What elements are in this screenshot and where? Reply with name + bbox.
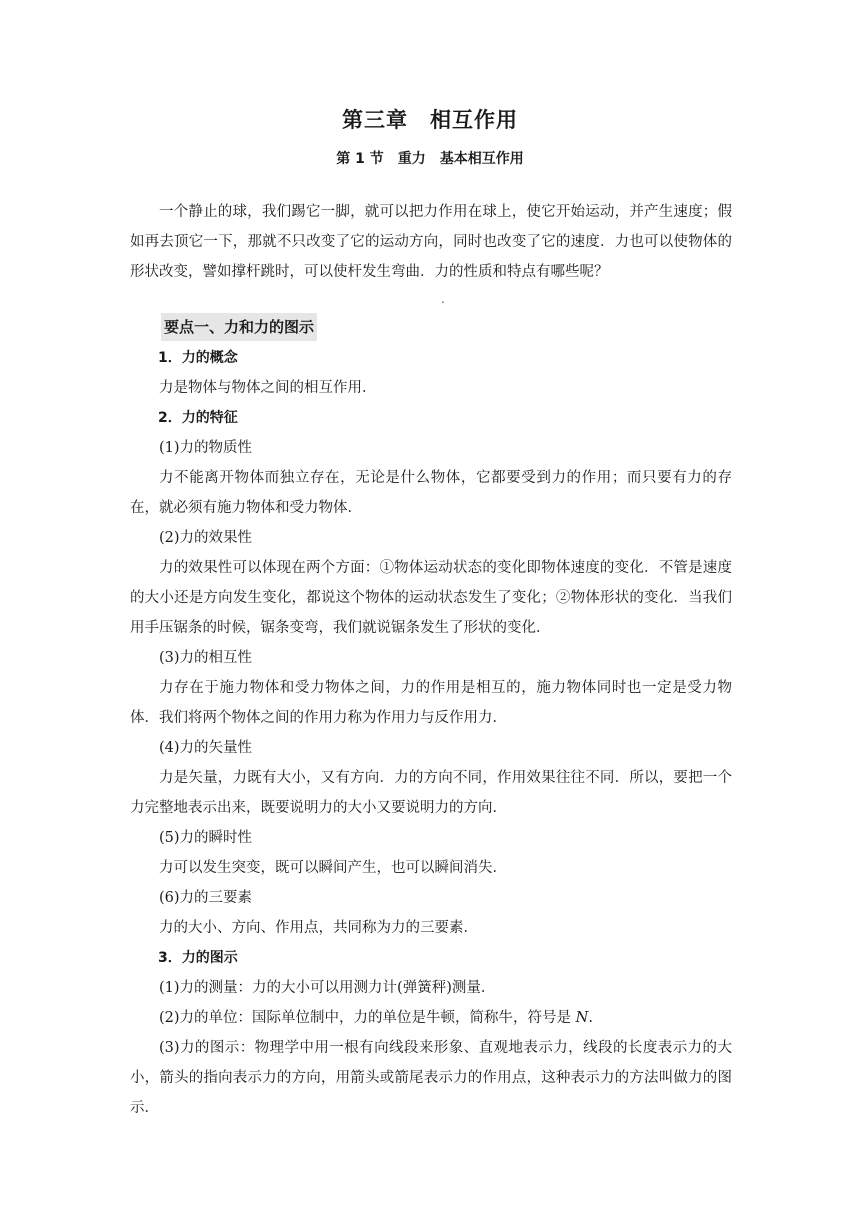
- item-2-heading: 2．力的特征: [158, 410, 238, 426]
- paragraph-mutual: 力存在于施力物体和受力物体之间，力的作用是相互的，施力物体同时也一定是受力物体．我们将两个物体之间的作用力称为作用力与反作用力．: [130, 680, 732, 726]
- subheading-effect: (2)力的效果性: [159, 530, 253, 546]
- paragraph-effect: 力的效果性可以体现在两个方面：①物体运动状态的变化即物体速度的变化．不管是速度的大小还是方向发生变化，都说这个物体的运动状态发生了变化；②物体形状的变化．当我们用手压锯条的时候，锯条变弯，我们就说锯条发生了形状的变化．: [130, 560, 732, 636]
- subheading-three-elements: (6)力的三要素: [159, 890, 253, 906]
- key-point-heading: 要点一、力和力的图示: [161, 313, 317, 341]
- intro-paragraph: 一个静止的球，我们踢它一脚，就可以把力作用在球上，使它开始运动，并产生速度；假如再去顶它一下，那就不只改变了它的运动方向，同时也改变了它的速度．力也可以使物体的形状改变，譬如撑杆跳时，可以使杆发生弯曲．力的性质和特点有哪些呢？: [130, 204, 732, 280]
- item-1-text: 力是物体与物体之间的相互作用．: [159, 380, 377, 396]
- chapter-title: 第三章 相互作用: [342, 108, 518, 132]
- paragraph-material: 力不能离开物体而独立存在，无论是什么物体，它都要受到力的作用；而只要有力的存在，就必须有施力物体和受力物体．: [130, 470, 732, 516]
- paragraph-vector: 力是矢量，力既有大小，又有方向．力的方向不同，作用效果往往不同．所以，要把一个力完整地表示出来，既要说明力的大小又要说明力的方向．: [130, 770, 732, 816]
- paragraph-measure: (1)力的测量：力的大小可以用测力计(弹簧秤)测量．: [159, 980, 496, 996]
- unit-period: .: [588, 1010, 593, 1026]
- intro-block: [130, 197, 732, 287]
- subheading-material: (1)力的物质性: [159, 440, 253, 456]
- subheading-vector: (4)力的矢量性: [159, 740, 253, 756]
- paragraph-three-elements: 力的大小、方向、作用点，共同称为力的三要素．: [159, 920, 478, 936]
- unit-symbol: N: [575, 1010, 589, 1026]
- subheading-instant: (5)力的瞬时性: [159, 830, 253, 846]
- unit-text: (2)力的单位：国际单位制中，力的单位是牛顿，简称牛，符号是: [159, 1010, 576, 1026]
- paragraph-unit: [130, 1003, 732, 1033]
- divider-dot: .: [441, 292, 445, 306]
- paragraph-instant: 力可以发生突变，既可以瞬间产生，也可以瞬间消失．: [159, 860, 507, 876]
- item-1-heading: 1．力的概念: [158, 350, 238, 366]
- subheading-mutual: (3)力的相互性: [159, 650, 253, 666]
- main-content: [130, 313, 732, 1123]
- section-title: 第 1 节 重力 基本相互作用: [336, 151, 524, 167]
- paragraph-diagram: (3)力的图示：物理学中用一根有向线段来形象、直观地表示力，线段的长度表示力的大小，箭头的指向表示力的方向，用箭头或箭尾表示力的作用点，这种表示力的方法叫做力的图示．: [130, 1040, 732, 1116]
- item-3-heading: 3．力的图示: [158, 950, 238, 966]
